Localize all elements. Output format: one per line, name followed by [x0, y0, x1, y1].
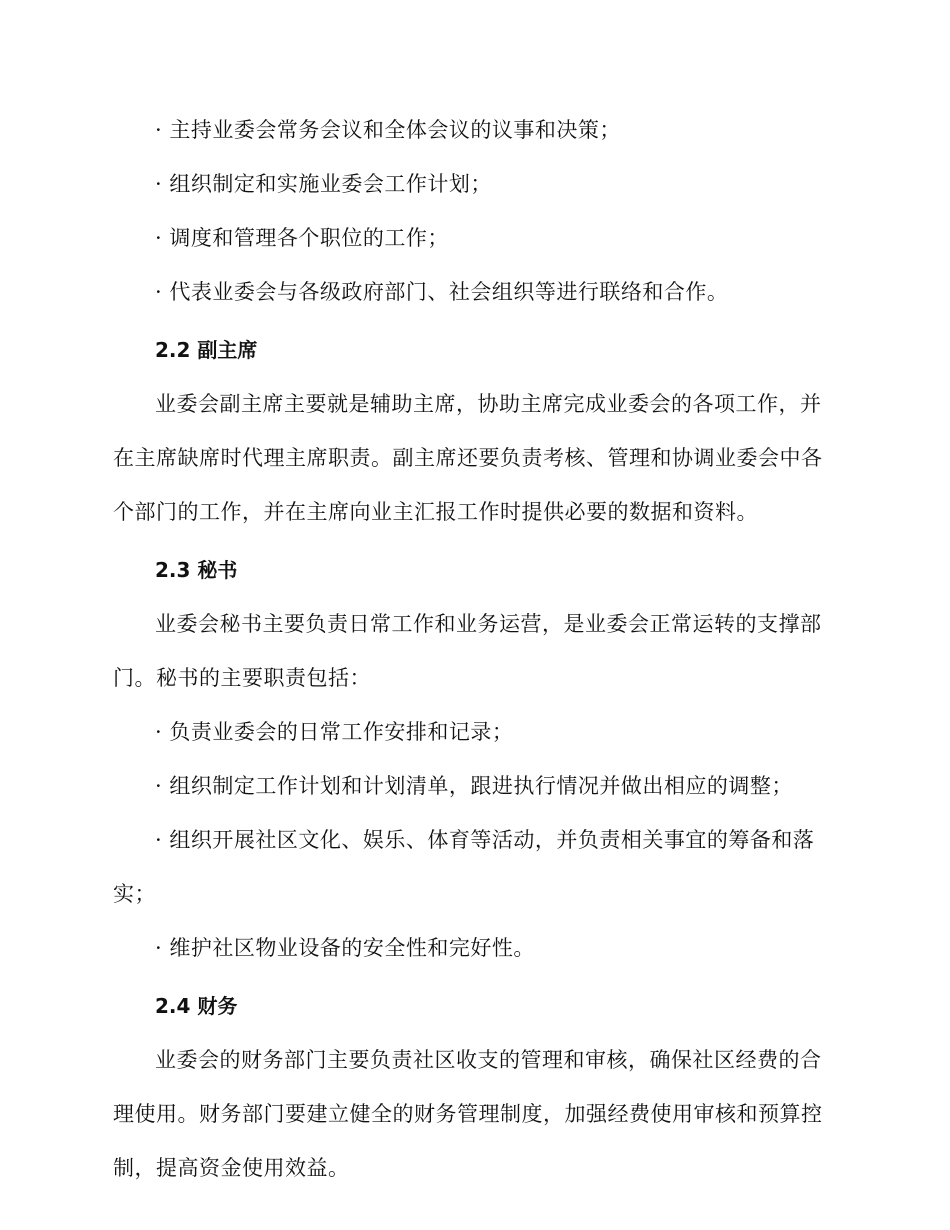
paragraph-line: 业委会副主席主要就是辅助主席，协助主席完成业委会的各项工作，并 — [155, 392, 822, 416]
paragraph-line: 门。秘书的主要职责包括： — [113, 666, 371, 690]
bullet-item: · 主持业委会常务会议和全体会议的议事和决策； — [155, 118, 621, 142]
paragraph-line: 理使用。财务部门要建立健全的财务管理制度，加强经费使用审核和预算控 — [113, 1102, 823, 1126]
bullet-line: 实； — [113, 882, 156, 906]
paragraph-2-3 — [113, 597, 833, 705]
paragraph-line: 业委会的财务部门主要负责社区收支的管理和审核，确保社区经费的合 — [155, 1048, 822, 1072]
bullet-item-wrapped — [113, 813, 833, 921]
document-page — [113, 103, 833, 1195]
bullet-item: · 代表业委会与各级政府部门、社会组织等进行联络和合作。 — [155, 280, 729, 304]
paragraph-2-2 — [113, 377, 833, 539]
section-heading-2-4: 2.4 财务 — [155, 994, 238, 1018]
paragraph-line: 制，提高资金使用效益。 — [113, 1156, 350, 1180]
bullet-item: · 负责业委会的日常工作安排和记录； — [155, 720, 514, 744]
bullet-item: · 调度和管理各个职位的工作； — [155, 226, 449, 250]
paragraph-line: 在主席缺席时代理主席职责。副主席还要负责考核、管理和协调业委会中各 — [113, 446, 823, 470]
bullet-item: · 组织制定工作计划和计划清单，跟进执行情况并做出相应的调整； — [155, 774, 793, 798]
section-heading-2-2: 2.2 副主席 — [155, 338, 258, 362]
paragraph-2-4 — [113, 1033, 833, 1195]
bullet-line: · 组织开展社区文化、娱乐、体育等活动，并负责相关事宜的筹备和落 — [155, 828, 815, 852]
paragraph-line: 个部门的工作，并在主席向业主汇报工作时提供必要的数据和资料。 — [113, 500, 758, 524]
paragraph-line: 业委会秘书主要负责日常工作和业务运营，是业委会正常运转的支撑部 — [155, 612, 822, 636]
section-heading-2-3: 2.3 秘书 — [155, 558, 238, 582]
bullet-item: · 组织制定和实施业委会工作计划； — [155, 172, 492, 196]
bullet-item: · 维护社区物业设备的安全性和完好性。 — [155, 936, 535, 960]
